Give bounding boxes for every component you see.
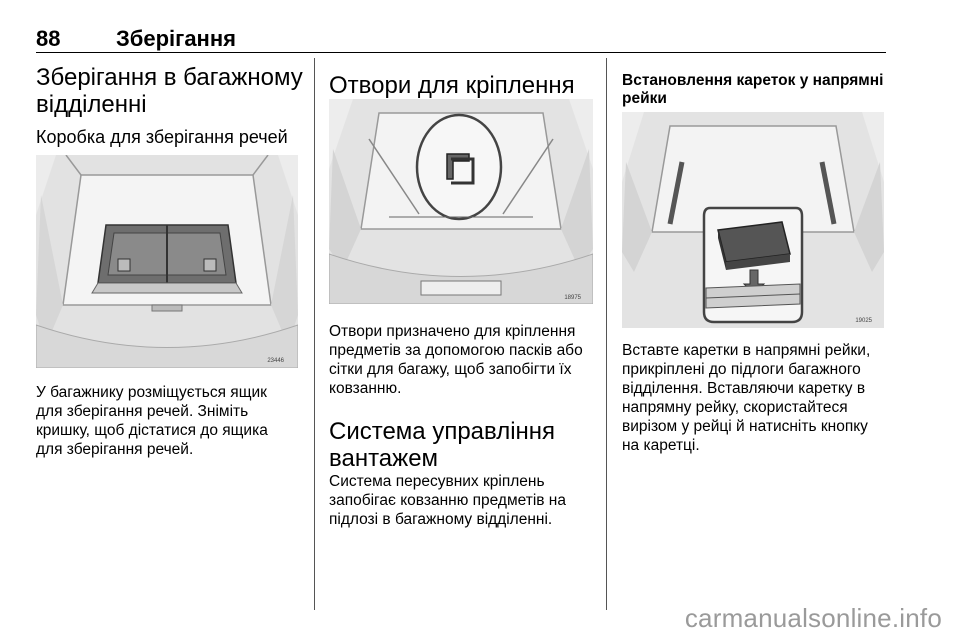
column-divider-2 xyxy=(606,58,607,610)
rail-carriage-illustration xyxy=(622,112,884,328)
col1-subtitle: Коробка для зберігання речей xyxy=(36,127,288,147)
col1-body: У багажнику розміщується ящик для зберігання речей. Зніміть кришку, щоб дістатися до ящика для зберігання речей. xyxy=(36,384,268,458)
col3-subtitle: Встановлення кареток у напрямні рейки xyxy=(622,72,884,107)
col2-body: Отвори призначено для кріплення предметів за допомогою пасків або сітки для багажу, щоб запобігти їх ковзанню. xyxy=(329,323,583,397)
col3-body: Вставте каретки в напрямні рейки, прикріплені до підлоги багажного відділення. Вставляючи каретку в напрямну рейку, скористайтеся вирізом у рейці й натисніть кнопку на каретці. xyxy=(622,342,871,454)
watermark: carmanualsonline.info xyxy=(684,603,942,633)
header-divider xyxy=(36,52,886,53)
page-number: 88 xyxy=(36,26,61,51)
column-divider-1 xyxy=(314,58,315,610)
col2-title: Отвори для кріплення xyxy=(329,72,575,99)
image-code-3: 19025 xyxy=(855,318,872,324)
col2-title2: Система управління вантажем xyxy=(329,418,556,472)
col2-body2: Система пересувних кріплень запобігає ковзанню предметів на підлозі в багажному відділенні. xyxy=(329,473,566,528)
image-code-1: 23446 xyxy=(267,358,284,364)
image-code-2: 18975 xyxy=(564,295,581,301)
storage-box-illustration xyxy=(36,155,298,368)
anchor-points-illustration xyxy=(329,99,593,304)
section-title: Зберігання xyxy=(116,26,236,51)
col1-title: Зберігання в багажному відділенні xyxy=(36,64,303,118)
